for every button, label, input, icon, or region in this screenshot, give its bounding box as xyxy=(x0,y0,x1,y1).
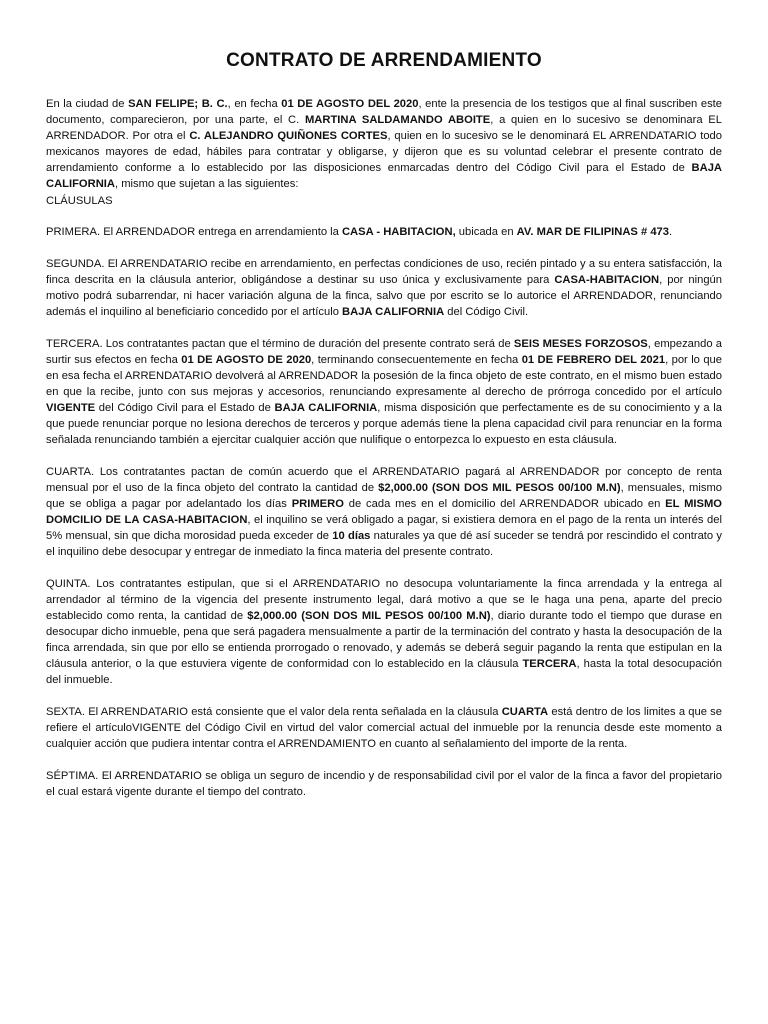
segunda-text-run: CASA-HABITACION xyxy=(554,273,660,286)
tercera-text-run: TERCERA. Los contratantes pactan que el término de duración del presente contrato será de xyxy=(46,337,514,350)
preamble-text-run: , en fecha xyxy=(227,98,282,110)
preamble-text-run: C. ALEJANDRO QUIÑONES CORTES xyxy=(189,130,388,143)
paragraph-preamble xyxy=(46,96,722,193)
septima-text-run: SÉPTIMA. El ARRENDATARIO se obliga un seguro de incendio y de responsabilidad civil por el valor de la finca a favor del propietario el cual estará vigente durante el tiempo del contrato. xyxy=(46,769,722,798)
tercera-text-run: , por lo que en esa fecha el ARRENDATARIO devolverá al ARRENDADOR la posesión de la finca objeto de este contrato, en el mismo buen estado en que la recibe, junto con sus mejoras y accesorios, renunciando expresamente al derecho de prórroga concedido por el artículo xyxy=(46,353,722,398)
preamble-text-run: , a quien en lo sucesivo se denominara EL ARRENDADOR. Por otra el xyxy=(46,114,722,143)
preamble-text-run: , quien en lo sucesivo se le denominará EL ARRENDATARIO todo mexicanos mayores de edad, hábiles para contratar y obligarse, y dijeron que es su voluntad celebrar el presente contrato de arrendamiento conforme a lo establecido por las disposiciones enmarcadas dentro del Código Civil para el Estado de xyxy=(46,130,723,175)
cuarta-text-run: naturales ya que dé así suceder se tendrá por rescindido el contrato y el inquilino debe desocupar y entregar de inmediato la finca materia del presente contrato. xyxy=(46,530,722,559)
tercera-text-run: , empezando a surtir sus efectos en fecha xyxy=(46,337,723,366)
clause-septima xyxy=(46,768,722,800)
primera-text-run: . xyxy=(669,226,673,239)
quinta-text-run: , diario durante todo el tiempo que durase en desocupar dicho inmueble, pena que será pagadera mensualmente a partir de la terminación del contrato y hasta la desocupación de la finca arrendada, sin que por ello se entienda prorrogado o renovado, y además se deberá seguir pagando la renta que estipulan en la cláusula anterior, o la que estuviera vigente de conformidad con lo establecido en la cláusula xyxy=(46,610,722,671)
cuarta-text-run: de cada mes en el domicilio del ARRENDADOR ubicado en xyxy=(343,497,666,510)
clause-cuarta xyxy=(46,464,722,561)
preamble-text-run: MARTINA SALDAMANDO ABOITE xyxy=(304,114,491,127)
sexta-text-run: SEXTA. El ARRENDATARIO está consiente que el valor dela renta señalada en la cláusula xyxy=(46,706,502,718)
tercera-text-run: , misma disposición que perfectamente es de su conocimiento y a la que puede renunciar porque no lesiona derechos de terceros y porque además tiene la plena capacidad civil para renunciar en la forma señalada renunciando también a ejercitar cualquier acción que nulifique o entorpezca lo expuesto en esta cláusula. xyxy=(46,402,722,447)
primera-text-run: AV. MAR DE FILIPINAS # 473 xyxy=(516,226,669,239)
tercera-text-run: 01 DE AGOSTO DE 2020 xyxy=(181,353,312,366)
primera-text-run: CASA - HABITACION, xyxy=(341,226,456,239)
preamble-text-run: , mismo que sujetan a las siguientes: xyxy=(114,178,299,191)
preamble-text-run: En la ciudad de xyxy=(46,98,129,110)
clausulas-heading-text-run: CLÁUSULAS xyxy=(46,194,113,207)
segunda-text-run: BAJA CALIFORNIA xyxy=(342,306,445,319)
document-body xyxy=(46,96,722,815)
tercera-text-run: BAJA CALIFORNIA xyxy=(274,402,378,414)
segunda-text-run: , por ningún motivo podrá subarrendar, ni hacer variación alguna de la finca, salvo que por escrito se lo autorice el ARRENDADOR, renunciando además el inquilino al beneficiario concedido por el artículo xyxy=(46,273,722,319)
clause-segunda xyxy=(46,256,722,320)
clause-primera xyxy=(46,224,722,240)
quinta-text-run: TERCERA xyxy=(522,658,577,671)
preamble-text-run: , ente la presencia de los testigos que al final suscriben este documento, comparecieron, por una parte, el C. xyxy=(46,98,722,127)
tercera-text-run: , terminando consecuentemente en fecha xyxy=(311,353,522,366)
quinta-text-run: $2,000.00 (SON DOS MIL PESOS 00/100 M.N) xyxy=(247,610,491,623)
clausulas-heading xyxy=(46,193,722,209)
preamble-text-run: SAN FELIPE; B. C. xyxy=(128,98,228,110)
clause-sexta xyxy=(46,704,722,752)
cuarta-text-run: 10 días xyxy=(332,530,371,543)
cuarta-text-run: , mensuales, mismo que se obliga a pagar por adelantado los días xyxy=(46,481,722,510)
preamble-text-run: 01 DE AGOSTO DEL 2020 xyxy=(281,98,419,110)
quinta-text-run: QUINTA. Los contratantes estipulan, que si el ARRENDATARIO no desocupa voluntariamente la finca arrendada y la entrega al arrendador al término de la vigencia del presente instrumento legal, dará motivo a que se le haga una pena, aparte del precio establecido como renta, la cantidad de xyxy=(46,577,722,623)
preamble-text-run: BAJA CALIFORNIA xyxy=(46,162,722,191)
document-title: CONTRATO DE ARRENDAMIENTO xyxy=(226,50,542,71)
cuarta-text-run: $2,000.00 (SON DOS MIL PESOS 00/100 M.N) xyxy=(378,481,621,494)
cuarta-text-run: , el inquilino se verá obligado a pagar, si existiera demora en el pago de la renta un interés del 5% mensual, sin que dicha morosidad pueda exceder de xyxy=(46,514,722,543)
clause-tercera xyxy=(46,336,722,449)
sexta-text-run: CUARTA xyxy=(501,706,549,718)
tercera-text-run: VIGENTE xyxy=(46,402,96,414)
sexta-text-run: está dentro de los limites a que se refiere el artículoVIGENTE del Código Civil en virtud del valor comercial actual del inmueble por la renuncia desde este momento a cualquier acción que pudiera intentar contra el ARRENDAMIENTO en cuanto al señalamiento del importe de la renta. xyxy=(46,706,722,751)
tercera-text-run: 01 DE FEBRERO DEL 2021 xyxy=(521,353,666,366)
tercera-text-run: del Código Civil para el Estado de xyxy=(95,402,275,414)
quinta-text-run: , hasta la total desocupación del inmueble. xyxy=(46,658,722,687)
cuarta-text-run: CUARTA. Los contratantes pactan de común acuerdo que el ARRENDATARIO pagará al ARRENDADOR por concepto de renta mensual por el uso de la finca objeto del contrato la cantidad de xyxy=(46,465,722,494)
tercera-text-run: SEIS MESES FORZOSOS xyxy=(513,337,648,350)
clause-quinta xyxy=(46,576,722,689)
segunda-text-run: SEGUNDA. El ARRENDATARIO recibe en arrendamiento, en perfectas condiciones de uso, recién pintado y a su entera satisfacción, la finca descrita en la cláusula anterior, obligándose a destinar su uso única y exclusivamente para xyxy=(46,257,722,286)
cuarta-text-run: EL MISMO DOMCILIO DE LA CASA-HABITACION xyxy=(46,497,722,527)
primera-text-run: PRIMERA. El ARRENDADOR entrega en arrendamiento la xyxy=(46,226,342,239)
cuarta-text-run: PRIMERO xyxy=(291,497,344,510)
segunda-text-run: del Código Civil. xyxy=(444,306,529,319)
primera-text-run: ubicada en xyxy=(455,226,517,239)
